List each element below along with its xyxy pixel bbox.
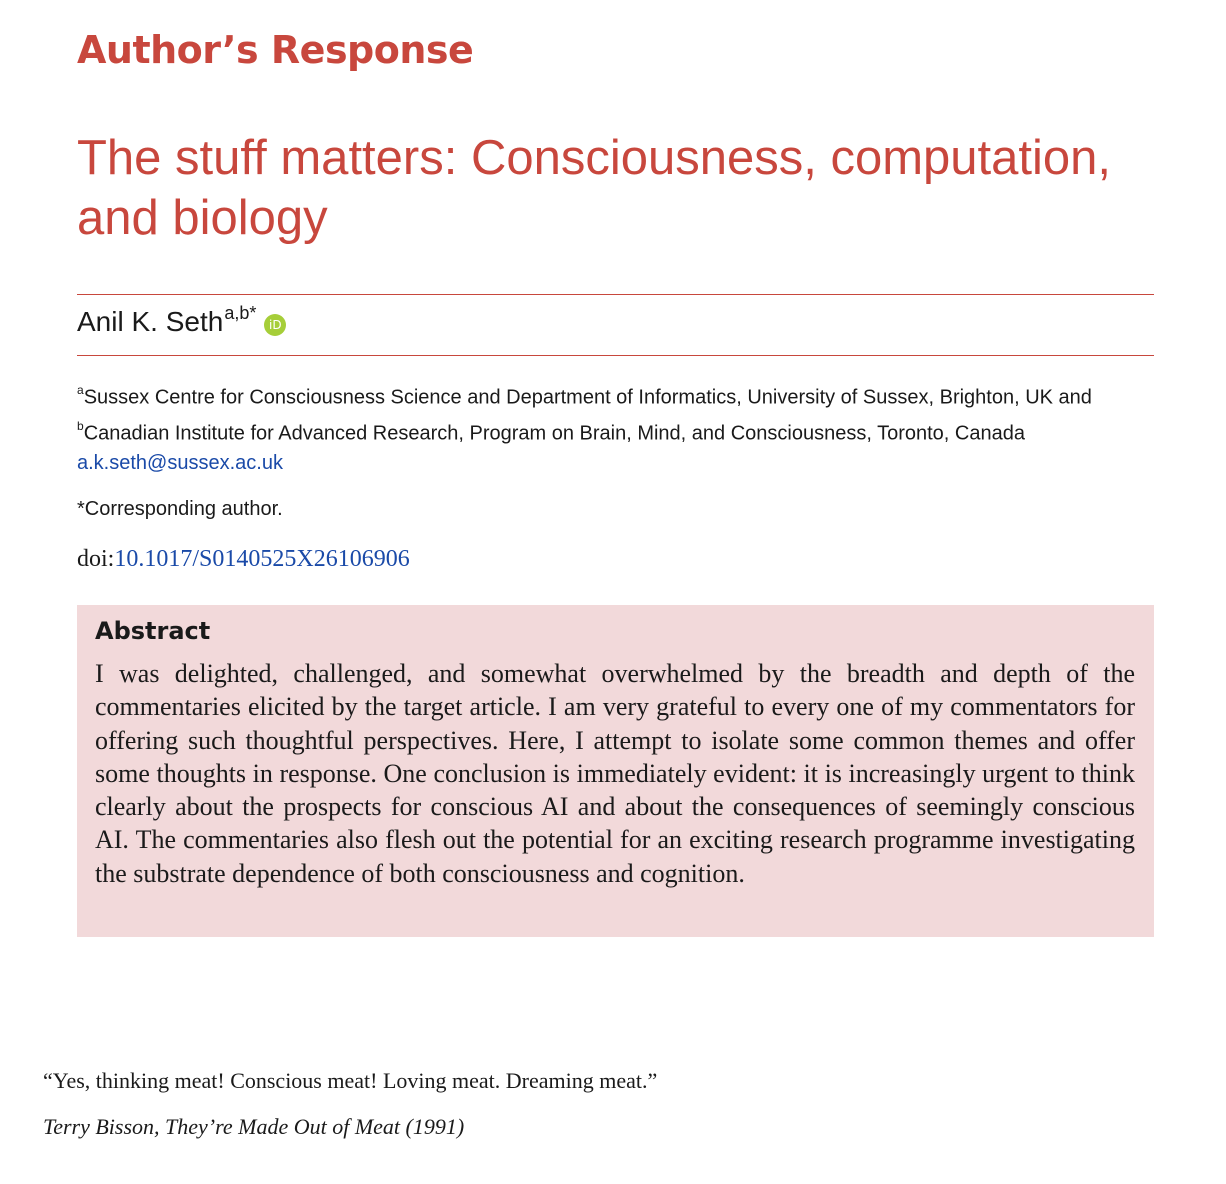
affiliations [77,377,1154,478]
bottom-divider [77,355,1154,356]
doi-prefix: doi: [77,546,115,572]
affiliation-a-text: Sussex Centre for Consciousness Science and Department of Informatics, University of Sussex, Brighton, UK and [83,386,1092,409]
author-line [77,303,286,338]
author-superscripts: a,b* [224,303,257,323]
author-email-link[interactable]: a.k.seth@sussex.ac.uk [77,452,283,475]
epigraph-source: Terry Bisson, They’re Made Out of Meat (1991) [43,1114,465,1139]
doi-line [77,546,410,573]
abstract-text: I was delighted, challenged, and somewhat overwhelmed by the breadth and depth of the commentaries elicited by the target article. I am very grateful to every one of my commentators for offering such thoughtful perspectives. Here, I attempt to isolate some common themes and offer some thoughts in response. One conclusion is immediately evident: it is increasingly urgent to think clearly about the prospects for conscious AI and about the consequences of seemingly conscious AI. The commentaries also flesh out the potential for an exciting research programme investigating the substrate dependence of both consciousness and cognition. [95,659,1135,888]
doi-link[interactable]: 10.1017/S0140525X26106906 [114,546,410,572]
affiliation-a-marker: a [77,383,84,397]
section-label: Author’s Response [77,28,474,72]
top-divider [77,294,1154,295]
orcid-icon[interactable]: iD [264,314,286,336]
article-title: The stuff matters: Consciousness, computation, and biology [77,131,1112,245]
abstract-heading: Abstract [95,617,211,645]
author-name: Anil K. Seth [77,306,224,337]
affiliation-b-text: Canadian Institute for Advanced Research, Program on Brain, Mind, and Consciousness, Toronto, Canada [83,422,1025,445]
corresponding-author-note: *Corresponding author. [77,498,283,520]
affiliation-b [77,413,1154,449]
affiliation-b-marker: b [77,418,84,433]
affiliation-a [77,377,1154,413]
abstract-box [77,605,1154,937]
epigraph-quote: “Yes, thinking meat! Conscious meat! Loving meat. Dreaming meat.” [43,1068,658,1093]
